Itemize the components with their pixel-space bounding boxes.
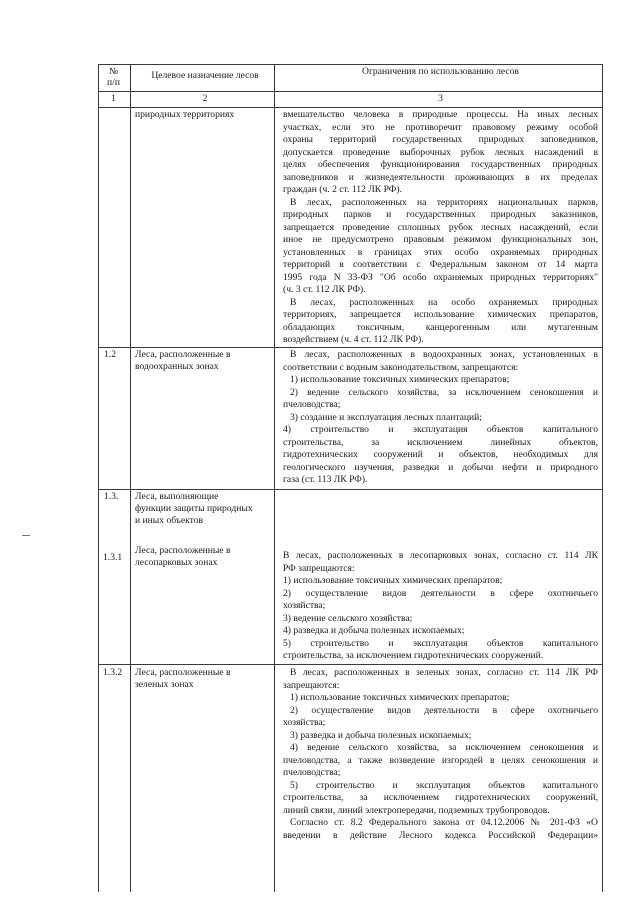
row-1-3-2-purpose-line-2: зеленых зонах [135, 679, 194, 690]
row-1-3-1-num: 1.3.1 [103, 552, 123, 563]
header-restrictions: Ограничения по использованию лесов [362, 66, 519, 77]
index-3: 3 [438, 93, 443, 104]
table-border-top [98, 64, 603, 65]
row-1-2-num: 1.2 [104, 349, 116, 360]
row-1-3-1-purpose-line-1: Леса, расположенные в [135, 545, 231, 556]
row-1-3-1-purpose-line-2: лесопарковых зонах [135, 557, 218, 568]
row-1-3-purpose-line-2: функции защиты природных [135, 503, 253, 514]
row-divider-1-3-2 [98, 664, 603, 665]
cont-purpose: природных территориях [135, 109, 235, 120]
column-divider-1 [130, 64, 131, 892]
index-row-divider [98, 107, 603, 108]
header-num-line-2: п/п [107, 77, 120, 88]
row-divider-1-3 [98, 489, 603, 490]
table-border-right [602, 64, 603, 892]
column-divider-2 [274, 64, 275, 892]
row-1-3-purpose-line-1: Леса, выполняющие [135, 491, 219, 502]
row-1-3-2-num: 1.3.2 [103, 667, 123, 678]
row-divider-1-2 [98, 347, 603, 348]
table-border-left [98, 64, 99, 892]
margin-mark [22, 535, 30, 536]
header-divider [98, 91, 603, 92]
row-1-3-purpose-line-3: и иных объектов [135, 515, 204, 526]
row-1-2-purpose-line-2: водоохранных зонах [135, 361, 219, 372]
index-2: 2 [202, 93, 208, 104]
header-purpose: Целевое назначение лесов [151, 70, 259, 81]
row-1-3-2-purpose-line-1: Леса, расположенные в [135, 667, 231, 678]
header-num-line-1: № [108, 66, 119, 77]
document-page: № п/п Целевое назначение лесов Ограничения по использованию лесов 1 2 3 природных территориях вмешательство человека в природные процессы. На иных лесных участках, если это не противоречит правовому режиму особой охраны территорий государственных природных заповедников, допускается проведение выборочных рубок лесных насаждений в целях обеспечения функционирования государственных природных заповедников и жизнедеятельности проживающих в их пределах граждан (ч. 2 ст. 112 ЛК РФ). В лесах, расположенных на территориях национальных парков, природных парков и государственных природных заказников, запрещается проведение сплошных рубок лесных насаждений, если иное не предусмотрено правовым режимом функциональных зон, установленных в границах этих особо охраняемых природных территорий в соответствии с Федеральным законом от 14 марта 1995 года N 33-ФЗ "Об особо охраняемых природных территориях" (ч. 3 ст. 112 ЛК РФ). В лесах, расположенных на особо охраняемых природных территориях, запрещается использование химических препаратов, обладающих токсичным, канцерогенным или мутагенным воздействием (ч. 4 ст. 112 ЛК РФ). 1.2 Леса, расположенные в водоохранных зонах В лесах, расположенных в водоохранных зонах, установленных в соответствии с водным законодательством, запрещаются: 1) использование токсичных химических препаратов; 2) ведение сельского хозяйства, за исключением сенокошения и пчеловодства; 3) создание и эксплуатация лесных плантаций; 4) строительство и эксплуатация объектов капитального строительства, за исключением линейных объектов, гидротехнических сооружений и объектов, необходимых для геологического изучения, разведки и добычи нефти и природного газа (ст. 113 ЛК РФ). 1.3. Леса, выполняющие функции защиты природных и иных объектов 1.3.1 Леса, расположенные в лесопарковых зонах В лесах, расположенных в лесопарковых зонах, согласно ст. 114 ЛК РФ запрещаются: 1) использование токсичных химических препаратов; 2) осуществление видов деятельности в сфере охотничьего хозяйства; 3) ведение сельского хозяйства; 4) разведка и добыча полезных ископаемых; 5) строительство и эксплуатация объектов капитального строительства, за исключением гидротехнических сооружений. 1.3.2 Леса, расположенные в зеленых зонах В лесах, расположенных в зеленых зонах, согласно ст. 114 ЛК РФ запрещаются: 1) использование токсичных химических препаратов; 2) осуществление видов деятельности в сфере охотничьего хозяйства; 3) разведка и добыча полезных ископаемых; 4) ведение сельского хозяйства, за исключением сенокошения и пчеловодства, а также возведение изгородей в целях сенокошения и пчеловодства; 5) строительство и эксплуатация объектов капитального строительства, за исключением гидротехнических сооружений, линий связи, линий электропередачи, подземных трубопроводов. Согласно ст. 8.2 Федерального закона от 04.12.2006 № 201-ФЗ «О введении в действие Лесного кодекса Российской Федерации» [0, 0, 640, 905]
index-1: 1 [111, 93, 116, 104]
row-1-3-num: 1.3. [104, 491, 119, 502]
row-1-2-purpose-line-1: Леса, расположенные в [135, 349, 231, 360]
